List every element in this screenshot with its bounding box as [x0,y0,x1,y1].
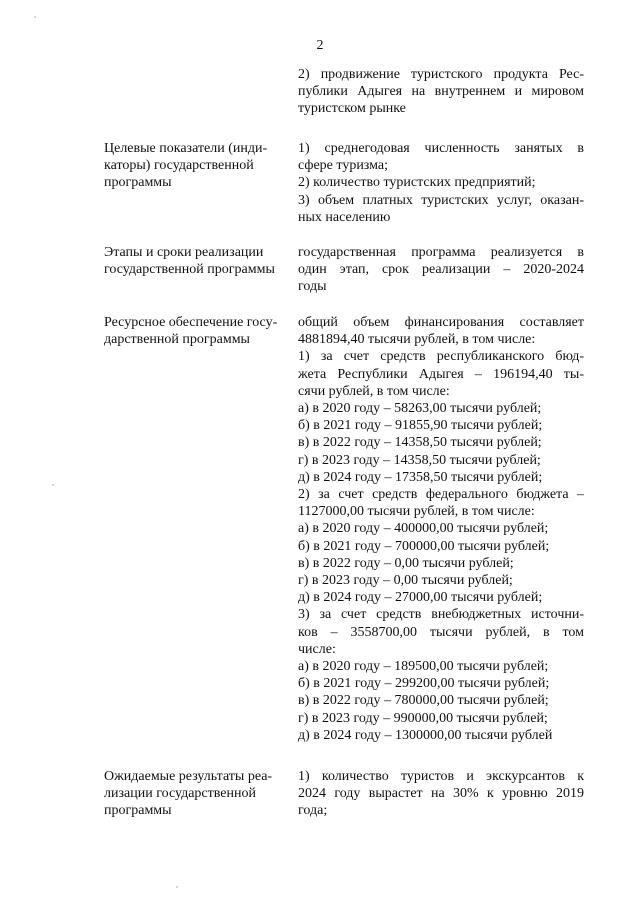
value-line: 3) объем платных туристских услуг, оказан- [298,192,584,208]
value-line: в) в 2022 году – 780000,00 тысячи рублей; [298,693,549,709]
value-line: д) в 2024 году – 17358,50 тысячи рублей; [298,469,543,485]
value-line: общий объем финансирования составляет [298,315,584,330]
value-line: г) в 2023 году – 0,00 тысячи рублей; [298,573,513,589]
row-2-value [298,244,584,296]
value-line: в) в 2022 году – 0,00 тысячи рублей; [298,555,514,571]
value-line: б) в 2021 году – 700000,00 тысячи рублей; [298,538,550,554]
value-line: сфере туризма; [298,158,389,174]
value-line: ков – 3558700,00 тысячи рублей, в том [298,624,584,640]
row-2-label: Этапы и сроки реализации государственной программы [104,245,275,278]
page-number: 2 [316,38,324,53]
value-line: публики Адыгея на внутреннем и мировом [298,84,584,100]
value-line: а) в 2020 году – 400000,00 тысячи рублей; [298,521,549,537]
value-line: 2) продвижение туристского продукта Рес- [298,67,584,82]
scan-speck [176,886,178,888]
value-line: 1) количество туристов и экскурсантов к [298,769,584,784]
value-line: г) в 2023 году – 990000,00 тысячи рублей; [298,710,548,726]
value-line: 3) за счет средств внебюджетных источни- [298,607,584,623]
row-1-label: Целевые показатели (инди- каторы) государственной программы [104,141,268,191]
value-line: 2024 году вырастет на 30% к уровню 2019 [298,786,584,802]
scan-speck [34,16,36,18]
value-line: сячи рублей, в том числе: [298,383,450,399]
value-line: государственная программа реализуется в [298,245,584,260]
value-line: д) в 2024 году – 27000,00 тысячи рублей; [298,590,543,606]
value-line: года; [298,803,328,819]
value-line: жета Республики Адыгея – 196194,40 ты- [298,366,584,382]
row-1-value [298,140,584,226]
value-line: б) в 2021 году – 91855,90 тысячи рублей; [298,418,543,434]
value-line: 1127000,00 тысячи рублей, в том числе: [298,504,535,520]
value-line: ных населению [298,209,391,225]
value-line: г) в 2023 году – 14358,50 тысячи рублей; [298,452,541,468]
value-line: а) в 2020 году – 189500,00 тысячи рублей; [298,659,549,675]
value-line: 2) за счет средств федерального бюджета – [298,487,584,503]
value-line: числе: [298,641,336,657]
value-line: 1) за счет средств республиканского бюд- [298,349,584,365]
scan-speck [52,484,54,486]
value-line: туристском рынке [298,101,406,117]
row-3-label: Ресурсное обеспечение госу- дарственной программы [104,315,278,348]
row-0-value [298,66,584,118]
row-4-label: Ожидаемые результаты реа- лизации государственной программы [104,769,273,819]
value-line: 1) среднегодовая численность занятых в [298,141,584,156]
value-line: б) в 2021 году – 299200,00 тысячи рублей; [298,676,550,692]
value-line: 2) количество туристских предприятий; [298,175,536,191]
value-line: а) в 2020 году – 58263,00 тысячи рублей; [298,401,542,417]
value-line: годы [298,279,327,295]
row-4-value [298,768,584,820]
value-line: 4881894,40 тысячи рублей, в том числе: [298,332,536,348]
row-3-value [298,314,584,744]
value-line: д) в 2024 году – 1300000,00 тысячи рублей [298,727,553,743]
value-line: в) в 2022 году – 14358,50 тысячи рублей; [298,435,542,451]
value-line: один этап, срок реализации – 2020-2024 [298,262,584,278]
